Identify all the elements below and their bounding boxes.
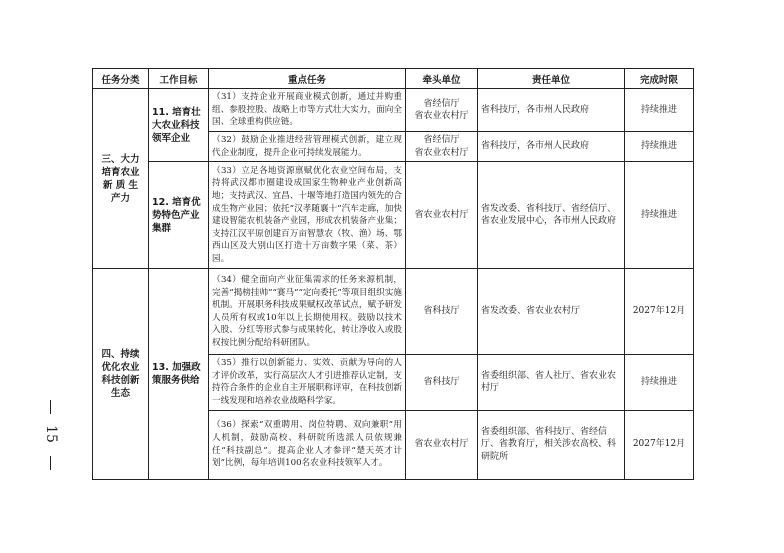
lead-unit-text: 省经信厅 省农业农村厅: [414, 135, 469, 158]
lead-unit-text: 省农业农村厅: [414, 209, 469, 220]
responsible-unit-cell: 省发改委、省科技厅、省经信厅、省农业发展中心，各市州人民政府: [478, 162, 625, 269]
category-text: 三、大力 培育农业 新 质 生 产力: [101, 153, 140, 204]
task-cell: （36）探索“双重聘用、岗位特聘、双向兼职”用人机制，鼓励高校、科研院所选派人员依规兼任“科技副总”。提高企业人才参评“楚天英才计划”比例，每年培训100名农业科技领军人才。: [209, 410, 406, 479]
header-responsible-unit: 责任单位: [478, 69, 625, 89]
lead-unit-cell: [406, 132, 478, 162]
deadline-cell: 持续推进: [625, 132, 694, 162]
deadline-cell: 持续推进: [625, 355, 694, 410]
task-cell: （32）鼓励企业推进经营管理模式创新，建立现代企业制度，提升企业可持续发展能力。: [209, 132, 406, 162]
task-table: [92, 68, 694, 480]
responsible-unit-cell: 省科技厅，各市州人民政府: [478, 132, 625, 162]
goal-text: 11. 培育壮 大农业科技 领军企业: [152, 106, 201, 144]
goal-cell: [149, 89, 209, 162]
deadline-cell: 持续推进: [625, 162, 694, 269]
page-number: [44, 400, 58, 470]
header-lead-unit: 牵头单位: [406, 69, 478, 89]
responsible-unit-cell: 省发改委、省农业农村厅: [478, 269, 625, 355]
task-cell: （34）健全面向产业征集需求的任务来源机制，完善“揭榜挂帅”“赛马”“定向委托”等项目组织实施机制。开展职务科技成果赋权改革试点，赋予研发人员所有权或10年以上长期使用权。鼓励以技术入股、分红等形式参与成果转化，转让净收入或股权按比例分配给科研团队。: [209, 269, 406, 355]
lead-unit-cell: [406, 89, 478, 132]
lead-unit-cell: [406, 162, 478, 269]
category-cell: [93, 269, 149, 479]
lead-unit-text: 省农业农村厅: [414, 439, 469, 450]
deadline-cell: 2027年12月: [625, 269, 694, 355]
lead-unit-cell: [406, 269, 478, 355]
header-category: 任务分类: [93, 69, 149, 89]
goal-cell: [149, 269, 209, 479]
responsible-unit-cell: 省委组织部、省科技厅、省经信厅、省教育厅，相关涉农高校、科研院所: [478, 410, 625, 479]
task-cell: （35）推行以创新能力、实效、贡献为导向的人才评价改革，实行高层次人才引进推荐认定制，支持符合条件的企业自主开展职称评审，在科技创新一线发现和培养农业战略科学家。: [209, 355, 406, 410]
table-row: [93, 89, 694, 132]
table-row: [93, 162, 694, 269]
task-cell: （33）立足各地资源禀赋优化农业空间布局，支持将武汉都市圈建设成国家生物种业产业创新高地；支持武汉、宜昌、十堰等地打造国内领先的合成生物产业园；依托“汉孝随襄十”汽车走廊，加快建设智能农机装备产业园，形成农机装备产业集；支持江汉平原创建百万亩智慧农（牧、渔）场、鄂西山区及大别山区打造十万亩数字果（菜、茶）园。: [209, 162, 406, 269]
goal-cell: [149, 162, 209, 269]
table-header-row: [93, 69, 694, 89]
responsible-unit-cell: 省科技厅，各市州人民政府: [478, 89, 625, 132]
lead-unit-text: 省经信厅 省农业农村厅: [414, 98, 469, 121]
category-text: 四、持续 优化农业 科技创新 生态: [101, 348, 140, 399]
deadline-cell: 持续推进: [625, 89, 694, 132]
page-number-dash-bottom: [50, 456, 51, 470]
table-row: [93, 269, 694, 355]
responsible-unit-cell: 省委组织部、省人社厅、省农业农村厅: [478, 355, 625, 410]
header-task: 重点任务: [209, 69, 406, 89]
task-cell: （31）支持企业开展商业模式创新，通过并购重组、参股控股、战略上市等方式壮大实力，面向全国、全球重构供应链。: [209, 89, 406, 132]
lead-unit-text: 省科技厅: [423, 377, 460, 388]
lead-unit-cell: [406, 355, 478, 410]
page-number-dash-top: [50, 400, 51, 414]
category-cell: [93, 89, 149, 269]
header-goal: 工作目标: [149, 69, 209, 89]
deadline-cell: 2027年12月: [625, 410, 694, 479]
goal-text: 12. 培育优 势特色产业 集群: [152, 196, 201, 234]
goal-text: 13. 加强政 策服务供给: [152, 361, 201, 386]
header-deadline: 完成时限: [625, 69, 694, 89]
page-number-text: 15: [43, 425, 59, 443]
lead-unit-text: 省科技厅: [423, 306, 460, 317]
lead-unit-cell: [406, 410, 478, 479]
